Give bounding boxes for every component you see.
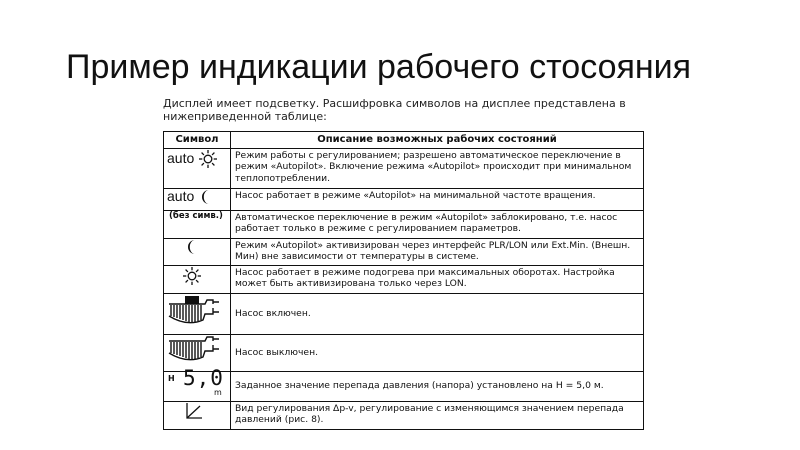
table-header-row [164,132,644,149]
symbol-cell [164,401,231,429]
pump-on-icon [167,294,221,328]
table-row [164,401,644,429]
table-row [164,265,644,293]
symbol-cell [164,210,231,238]
header-description: Описание возможных рабочих состояний [231,132,644,149]
description-cell: Заданное значение перепада давления (напора) установлено на Н = 5,0 м. [231,371,644,401]
slide-title: Пример индикации рабочего стосояния [66,48,692,86]
symbol-cell [164,238,231,265]
description-cell: Насос включен. [231,293,644,334]
auto-label: auto [167,187,195,204]
head-value: 5,0 [183,365,224,390]
h-letter: Н [168,373,175,383]
sun-icon [198,149,218,169]
head-unit: m [214,387,222,397]
intro-paragraph: Дисплей имеет подсветку. Расшифровка символов на дисплее представлена в нижеприведенной таблице: [163,97,626,123]
pump-off-icon [167,335,221,365]
table-row [164,210,644,238]
symbol-cell [164,365,231,401]
symbol-cell [164,265,231,293]
description-cell: Режим «Autopilot» активизирован через интерфейс PLR/LON или Ext.Min. (Внешн. Мин) вне зависимости от температуры в системе. [231,238,644,265]
symbol-cell [164,293,231,334]
description-cell: Режим работы с регулированием; разрешено автоматическое переключение в режим «Autopilot». Включение режима «Autopilot» происходит при минимальном теплопотреблении. [231,148,644,188]
delta-p-v-curve-icon [184,402,204,420]
table-row [164,188,644,210]
auto-label: auto [167,149,195,166]
sun-icon [182,266,202,286]
no-symbol-label: (без симв.) [169,210,223,221]
table-row [164,238,644,265]
description-cell: Автоматическое переключение в режим «Autopilot» заблокировано, т.е. насос работает только в режиме с регулированием параметров. [231,210,644,238]
description-cell: Насос работает в режиме «Autopilot» на минимальной частоте вращения. [231,188,644,210]
table-row [164,334,644,371]
table-row [164,148,644,188]
moon-icon [186,239,200,255]
table-row [164,371,644,401]
symbol-cell [164,188,231,210]
description-cell: Вид регулирования Δp-v, регулирование с изменяющимся значением перепада давлений (рис. 8). [231,401,644,429]
table-row [164,293,644,334]
header-symbol: Символ [164,132,231,149]
moon-icon [200,189,214,205]
description-cell: Насос выключен. [231,334,644,371]
symbols-table [163,131,644,430]
description-cell: Насос работает в режиме подогрева при максимальных оборотах. Настройка может быть активизирована только через LON. [231,265,644,293]
symbol-cell [164,148,231,188]
